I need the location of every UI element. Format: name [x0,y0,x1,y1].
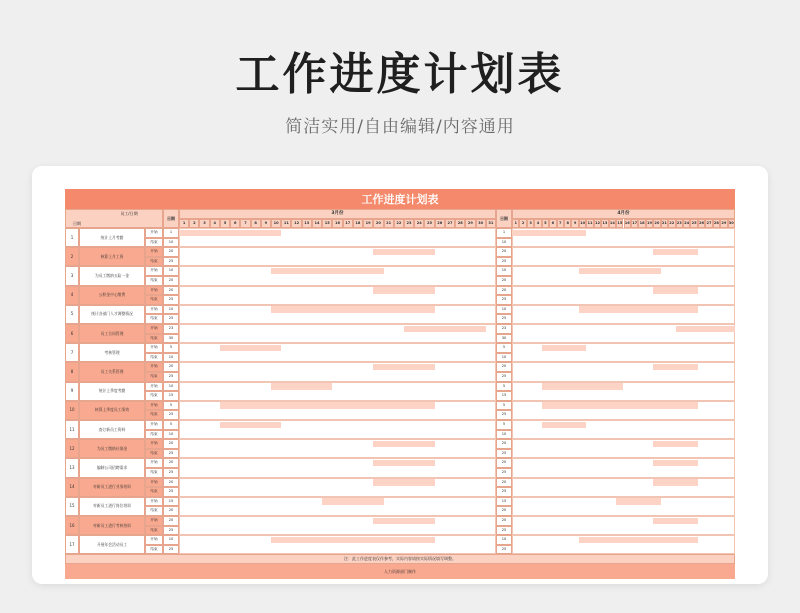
day-value-cell: 30 [496,334,512,344]
gantt-bar [653,287,698,294]
day-number-header: 28 [713,219,720,228]
day-value-cell: 25 [496,295,512,305]
day-number-header: 17 [343,219,353,228]
row-label-cell: 结束 [145,487,163,497]
row-label-cell: 结束 [145,372,163,382]
task-name-cell: 为员工缴纳社保金 [79,439,145,458]
day-number-header: 30 [728,219,735,228]
day-value-cell: 25 [163,372,179,382]
row-label-cell: 开始 [145,228,163,238]
row-label-cell: 开始 [145,305,163,315]
gantt-bar [512,230,586,237]
row-number-cell: 16 [65,516,79,535]
row-label-cell: 结束 [145,295,163,305]
gantt-bar [220,402,435,409]
day-value-cell: 20 [496,276,512,286]
day-value-cell: 25 [163,468,179,478]
row-label-cell: 结束 [145,468,163,478]
day-number-header: 17 [631,219,638,228]
day-value-cell: 20 [163,458,179,468]
day-value-cell: 20 [163,439,179,449]
day-number-header: 29 [720,219,727,228]
day-value-cell: 25 [163,449,179,459]
gantt-bar [373,518,434,525]
day-number-header: 5 [220,219,230,228]
row-label-cell: 开始 [145,343,163,353]
gantt-track [512,478,735,497]
task-name-cell: 考核管理 [79,343,145,362]
gantt-track [179,382,496,401]
task-name-cell: 开展年会活动员工 [79,535,145,554]
row-number-cell: 5 [65,305,79,324]
gantt-track [512,516,735,535]
day-value-cell: 5 [163,343,179,353]
gantt-bar [271,537,435,544]
day-number-header: 14 [609,219,616,228]
day-value-cell: 20 [163,247,179,257]
day-value-cell: 20 [496,458,512,468]
day-number-header: 10 [271,219,281,228]
day-value-cell: 10 [496,535,512,545]
month-header: 3月份 [179,209,496,219]
day-value-cell: 23 [163,324,179,334]
day-number-header: 1 [179,219,189,228]
day-value-cell: 10 [163,353,179,363]
day-value-cell: 25 [163,257,179,267]
day-value-cell: 10 [496,353,512,363]
gantt-track [179,439,496,458]
day-number-header: 16 [332,219,342,228]
month-header: 4月份 [512,209,735,219]
day-value-cell: 15 [163,391,179,401]
day-number-header: 19 [363,219,373,228]
row-number-cell: 1 [65,228,79,247]
row-label-cell: 开始 [145,497,163,507]
day-number-header: 21 [384,219,394,228]
day-number-header: 6 [549,219,556,228]
gantt-bar [542,383,624,390]
task-name-cell: 对新员工进行岗位培训 [79,497,145,516]
day-number-header: 5 [542,219,549,228]
day-number-header: 31 [486,219,496,228]
gantt-bar [373,441,434,448]
month-day-label-header: 日期 [496,209,512,228]
day-value-cell: 10 [163,535,179,545]
day-number-header: 14 [312,219,322,228]
row-label-cell: 结束 [145,410,163,420]
row-number-cell: 9 [65,382,79,401]
task-name-cell: 统计上月考勤 [79,228,145,247]
day-value-cell: 20 [496,506,512,516]
day-number-header: 12 [291,219,301,228]
row-number-cell: 7 [65,343,79,362]
day-number-header: 24 [683,219,690,228]
row-label-cell: 开始 [145,382,163,392]
day-number-header: 25 [690,219,697,228]
day-value-cell: 20 [163,478,179,488]
day-number-header: 26 [698,219,705,228]
row-number-cell: 12 [65,439,79,458]
gantt-bar [616,498,661,505]
day-value-cell: 25 [496,257,512,267]
task-name-cell: 统计各部门人才调整情况 [79,305,145,324]
day-value-cell: 20 [496,439,512,449]
day-number-header: 3 [527,219,534,228]
row-label-cell: 开始 [145,362,163,372]
row-label-cell: 结束 [145,391,163,401]
gantt-bar [653,518,698,525]
gantt-bar [579,306,698,313]
note-bar: 注：此工作进度表仅作参考，实际内容请按实际情况填写调整。 [65,554,735,564]
day-number-header: 20 [653,219,660,228]
row-number-cell: 6 [65,324,79,343]
day-value-cell: 23 [496,324,512,334]
gantt-bar [653,249,698,256]
gantt-bar [676,326,735,333]
day-value-cell: 20 [496,362,512,372]
row-number-cell: 8 [65,362,79,381]
day-value-cell: 15 [496,391,512,401]
task-name-cell: 对新员工进行考核培训 [79,516,145,535]
day-number-header: 2 [519,219,526,228]
gantt-bar [271,383,332,390]
gantt-bar [373,287,434,294]
day-value-cell: 10 [496,266,512,276]
row-label-cell: 开始 [145,286,163,296]
day-value-cell: 5 [496,401,512,411]
day-number-header: 11 [586,219,593,228]
gantt-bar [179,230,281,237]
gantt-bar [220,345,281,352]
day-value-cell: 10 [163,430,179,440]
row-number-cell: 17 [65,535,79,554]
gantt-track [179,478,496,497]
gantt-bar [542,402,698,409]
sheet-title: 工作进度计划表 [65,189,735,209]
day-value-cell: 20 [163,286,179,296]
day-number-header: 11 [281,219,291,228]
day-value-cell: 15 [496,497,512,507]
row-label-cell: 开始 [145,420,163,430]
row-number-cell: 14 [65,478,79,497]
day-value-cell: 10 [163,238,179,248]
day-number-header: 27 [705,219,712,228]
corner-bottom-label: 日期 [73,220,81,226]
day-value-cell: 20 [163,362,179,372]
row-label-cell: 开始 [145,458,163,468]
day-number-header: 4 [210,219,220,228]
gantt-bar [404,326,486,333]
day-value-cell: 25 [163,487,179,497]
row-label-cell: 开始 [145,535,163,545]
day-number-header: 9 [571,219,578,228]
day-value-cell: 5 [163,401,179,411]
gantt-track [179,286,496,305]
day-number-header: 18 [353,219,363,228]
month-day-label-header: 日期 [163,209,179,228]
footer-bar: 人力资源部门制作 [65,564,735,579]
gantt-bar [653,364,698,371]
row-label-cell: 开始 [145,478,163,488]
day-value-cell: 20 [163,516,179,526]
row-label-cell: 结束 [145,449,163,459]
gantt-bar [373,364,434,371]
day-value-cell: 25 [496,526,512,536]
task-name-cell: 员工关系管理 [79,362,145,381]
day-number-header: 7 [557,219,564,228]
row-label-cell: 结束 [145,238,163,248]
gantt-track [179,516,496,535]
row-label-cell: 开始 [145,516,163,526]
day-value-cell: 25 [163,314,179,324]
day-number-header: 25 [424,219,434,228]
day-value-cell: 25 [163,295,179,305]
gantt-bar [579,537,698,544]
gantt-track [512,458,735,477]
row-label-cell: 结束 [145,430,163,440]
gantt-track [179,458,496,477]
task-name-cell: 查订新员工资料 [79,420,145,439]
day-value-cell: 25 [496,487,512,497]
gantt-track [512,362,735,381]
day-number-header: 12 [594,219,601,228]
day-value-cell: 25 [496,410,512,420]
day-number-header: 6 [230,219,240,228]
day-value-cell: 10 [163,266,179,276]
gantt-bar [271,306,435,313]
task-name-cell: 为员工缴纳五险一金 [79,266,145,285]
day-value-cell: 5 [496,343,512,353]
day-value-cell: 30 [163,334,179,344]
day-value-cell: 25 [496,372,512,382]
day-number-header: 3 [199,219,209,228]
row-label-cell: 结束 [145,334,163,344]
day-number-header: 15 [616,219,623,228]
day-number-header: 30 [476,219,486,228]
gantt-track [512,286,735,305]
row-number-cell: 15 [65,497,79,516]
gantt-bar [653,479,698,486]
row-number-cell: 3 [65,266,79,285]
row-number-cell: 2 [65,247,79,266]
day-number-header: 28 [455,219,465,228]
row-label-cell: 结束 [145,314,163,324]
task-name-cell: 核算上月工资 [79,247,145,266]
day-value-cell: 20 [163,506,179,516]
day-value-cell: 20 [496,286,512,296]
row-label-cell: 开始 [145,266,163,276]
row-label-cell: 开始 [145,401,163,411]
row-label-cell: 结束 [145,526,163,536]
day-number-header: 13 [601,219,608,228]
row-number-cell: 10 [65,401,79,420]
day-number-header: 10 [579,219,586,228]
day-value-cell: 25 [496,449,512,459]
day-number-header: 23 [676,219,683,228]
day-number-header: 26 [435,219,445,228]
gantt-track [179,247,496,266]
day-value-cell: 20 [163,276,179,286]
day-value-cell: 25 [163,526,179,536]
row-label-cell: 结束 [145,506,163,516]
gantt-bar [653,460,698,467]
day-value-cell: 25 [163,410,179,420]
day-number-header: 9 [261,219,271,228]
task-name-cell: 核算上季度员工绩效 [79,401,145,420]
day-number-header: 19 [646,219,653,228]
day-number-header: 29 [465,219,475,228]
gantt-track [179,362,496,381]
row-label-cell: 开始 [145,439,163,449]
row-label-cell: 结束 [145,545,163,555]
row-label-cell: 开始 [145,324,163,334]
task-name-cell: 公积金中心缴费 [79,286,145,305]
page-title: 工作进度计划表 [235,49,565,100]
day-number-header: 24 [414,219,424,228]
gantt-bar [322,498,383,505]
day-number-header: 18 [638,219,645,228]
day-number-header: 23 [404,219,414,228]
day-value-cell: 1 [163,228,179,238]
row-label-cell: 结束 [145,276,163,286]
day-value-cell: 20 [496,478,512,488]
day-number-header: 15 [322,219,332,228]
day-number-header: 22 [394,219,404,228]
day-number-header: 22 [668,219,675,228]
day-number-header: 8 [251,219,261,228]
day-number-header: 13 [302,219,312,228]
task-name-cell: 员工合同管理 [79,324,145,343]
day-value-cell: 5 [163,420,179,430]
gantt-bar [373,479,434,486]
day-value-cell: 10 [496,305,512,315]
gantt-bar [579,268,661,275]
gantt-bar [271,268,383,275]
day-number-header: 1 [512,219,519,228]
corner-top-label: 员工/日期 [120,210,138,216]
day-value-cell: 5 [496,382,512,392]
day-value-cell: 10 [163,382,179,392]
day-value-cell: 25 [163,545,179,555]
row-number-cell: 11 [65,420,79,439]
schedule-sheet [65,189,735,579]
page-subtitle: 简洁实用/自由编辑/内容通用 [285,117,515,137]
row-number-cell: 13 [65,458,79,477]
day-value-cell: 10 [163,305,179,315]
task-name-cell: 对新员工进行业务培训 [79,478,145,497]
row-number-cell: 4 [65,286,79,305]
day-value-cell: 25 [496,314,512,324]
day-value-cell: 20 [496,516,512,526]
day-value-cell: 25 [496,468,512,478]
day-number-header: 8 [564,219,571,228]
gantt-bar [373,249,434,256]
day-value-cell: 25 [496,545,512,555]
day-number-header: 20 [373,219,383,228]
gantt-track [512,439,735,458]
row-label-cell: 结束 [145,353,163,363]
day-number-header: 2 [189,219,199,228]
gantt-bar [542,345,587,352]
day-value-cell: 5 [496,420,512,430]
task-name-cell: 统计上季度考勤 [79,382,145,401]
task-name-cell: 编制公司招聘需求 [79,458,145,477]
day-number-header: 7 [240,219,250,228]
day-value-cell: 15 [163,497,179,507]
day-value-cell: 10 [496,430,512,440]
gantt-bar [220,422,281,429]
gantt-bar [542,422,587,429]
day-value-cell: 1 [496,228,512,238]
row-label-cell: 开始 [145,247,163,257]
gantt-bar [373,460,434,467]
day-number-header: 21 [661,219,668,228]
day-number-header: 27 [445,219,455,228]
day-value-cell: 10 [496,238,512,248]
row-label-cell: 结束 [145,257,163,267]
day-value-cell: 20 [496,247,512,257]
gantt-track [512,247,735,266]
gantt-bar [653,441,698,448]
day-number-header: 4 [534,219,541,228]
day-number-header: 16 [624,219,631,228]
